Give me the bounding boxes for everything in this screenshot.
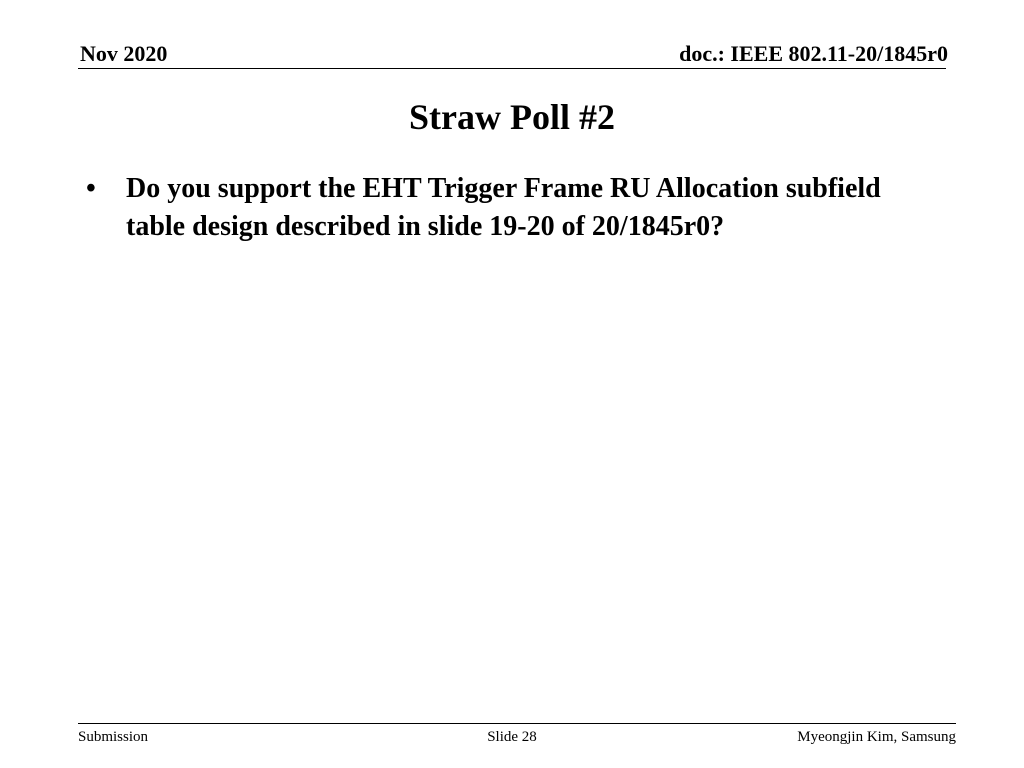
header-doc-id: doc.: IEEE 802.11-20/1845r0 <box>679 41 948 66</box>
bullet-text: Do you support the EHT Trigger Frame RU Allocation subfield table design described in slide 19-20 of 20/1845r0? <box>126 173 881 242</box>
header-date: Nov 2020 <box>80 41 168 66</box>
footer-author: Myeongjin Kim, Samsung <box>797 729 956 745</box>
bullet-list <box>86 170 936 246</box>
footer-submission: Submission <box>78 729 149 745</box>
footer-divider <box>78 723 956 724</box>
footer-slide-number: Slide 28 <box>487 729 537 745</box>
slide-title: Straw Poll #2 <box>409 97 615 137</box>
bullet-icon: • <box>86 173 96 204</box>
header-divider <box>78 68 946 69</box>
bullet-item <box>86 170 936 246</box>
